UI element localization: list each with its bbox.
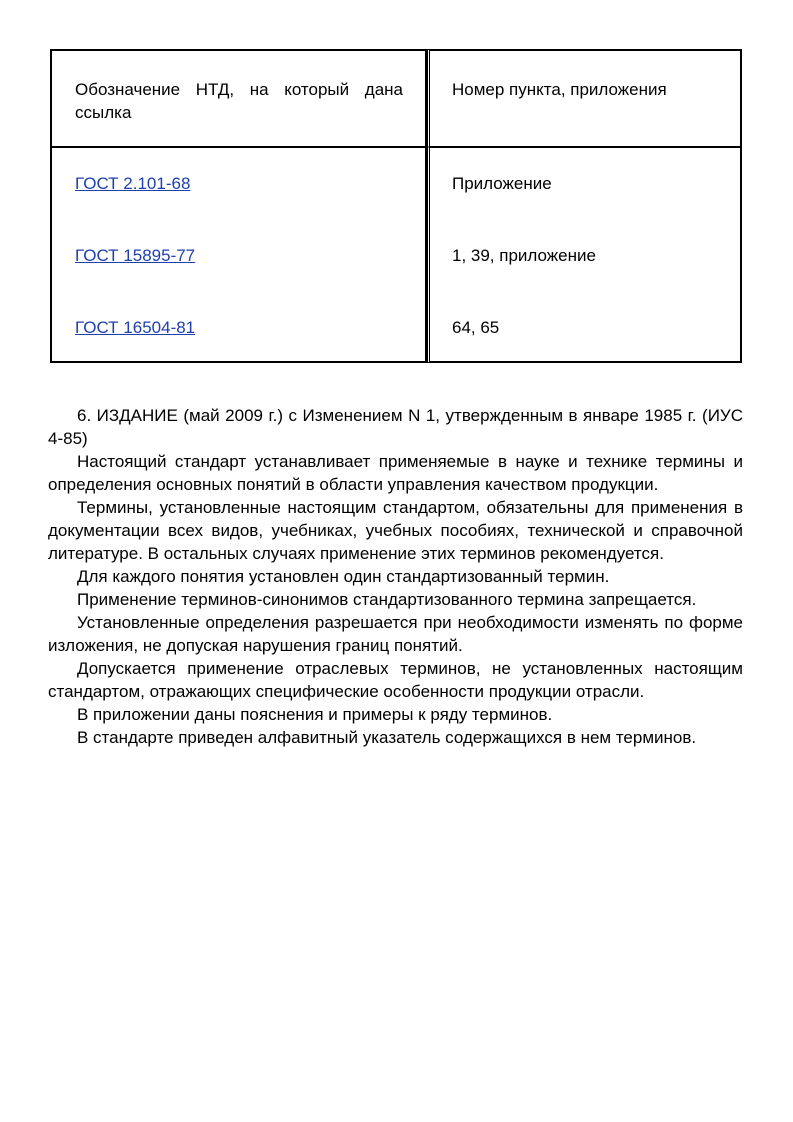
table-row-3-item-text: 64, 65 (452, 318, 500, 337)
table-row-2-ntd (50, 219, 427, 291)
edition-paragraph: 6. ИЗДАНИЕ (май 2009 г.) с Изменением N 1, утвержденным в январе 1985 г. (ИУС 4-85) (48, 406, 743, 448)
gost-2-101-68-link[interactable]: ГОСТ 2.101-68 (75, 174, 191, 193)
table-row-3-item (427, 291, 742, 363)
single-term-paragraph: Для каждого понятия установлен один стандартизованный термин. (77, 567, 610, 586)
document-body (48, 404, 743, 749)
mandatory-use-paragraph: Термины, установленные настоящим стандартом, обязательны для применения в документации всех видов, учебниках, учебных пособиях, технической и справочной литературе. В остальных случаях применение этих терминов рекомендуется. (48, 498, 743, 563)
table-row-2-item (427, 219, 742, 291)
table-row-1-item (427, 147, 742, 219)
industry-terms-paragraph: Допускается применение отраслевых терминов, не установленных настоящим стандартом, отражающих специфические особенности продукции отрасли. (48, 659, 743, 701)
table-header-item-label: Номер пункта, приложения (452, 80, 667, 99)
table-row-2-item-text: 1, 39, приложение (452, 246, 596, 265)
definitions-paragraph: Установленные определения разрешается при необходимости изменять по форме изложения, не допуская нарушения границ понятий. (48, 613, 743, 655)
gost-16504-81-link[interactable]: ГОСТ 16504-81 (75, 318, 196, 337)
table-header-item (427, 49, 742, 147)
table-header-ntd-label: Обозначение НТД, на который дана ссылка (75, 80, 403, 122)
table-row-1-ntd (50, 147, 427, 219)
table-row-3-ntd (50, 291, 427, 363)
scope-paragraph: Настоящий стандарт устанавливает применяемые в науке и технике термины и определения основных понятий в области управления качеством продукции. (48, 452, 743, 494)
table-row-1-item-text: Приложение (452, 174, 552, 193)
gost-15895-77-link[interactable]: ГОСТ 15895-77 (75, 246, 196, 265)
index-paragraph: В стандарте приведен алфавитный указатель содержащихся в нем терминов. (77, 728, 697, 747)
synonyms-paragraph: Применение терминов-синонимов стандартизованного термина запрещается. (77, 590, 697, 609)
table-header-ntd (50, 49, 427, 147)
appendix-paragraph: В приложении даны пояснения и примеры к ряду терминов. (77, 705, 553, 724)
reference-table (50, 49, 742, 363)
